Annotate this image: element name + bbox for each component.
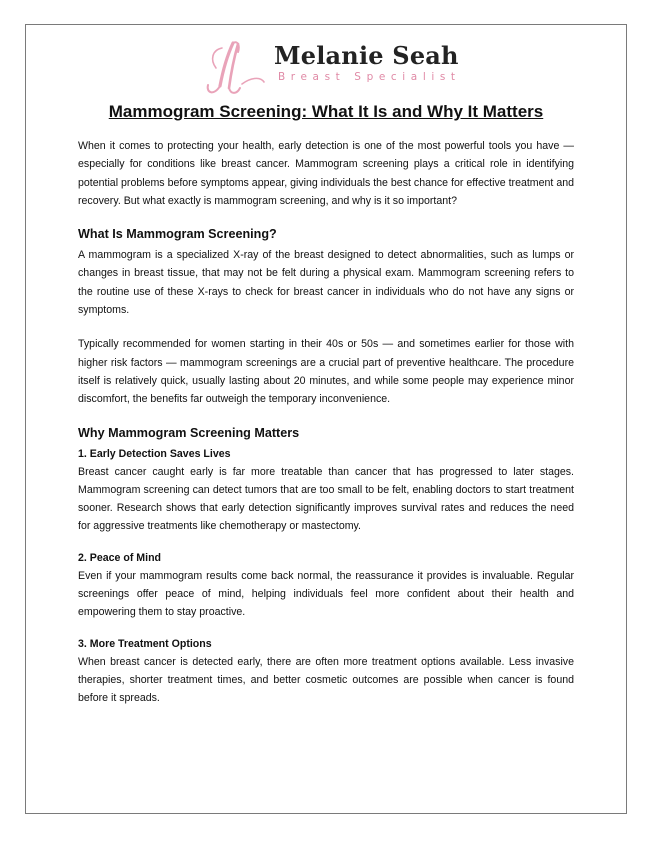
- spacer: [78, 536, 574, 549]
- what-is-paragraph: A mammogram is a specialized X-ray of the breast designed to detect abnormalities, such as lumps or changes in breast tissue, that may not be felt during a physical exam. Mammogram screening refers to the routine use of these X-rays to check for breast cancer in individuals who do not have any signs or symptoms.: [78, 249, 574, 317]
- reason-text: Breast cancer caught early is far more treatable than cancer that has progressed to later stages. Mammogram screening can detect tumors that are too small to be felt, enabling doctors to start treatment sooner. Research shows that early detection significantly improves survival rates and reduces the need for aggressive treatments like chemotherapy or mastectomy.: [78, 465, 574, 533]
- reason-text: When breast cancer is detected early, there are often more treatment options available. Less invasive therapies, shorter treatment times, and better cosmetic outcomes are possible when cancer is found before it spreads.: [78, 655, 574, 705]
- what-is-paragraph: Typically recommended for women starting in their 40s or 50s — and sometimes earlier for those with higher risk factors — mammogram screenings are a crucial part of preventive healthcare. The procedure itself is relatively quick, usually lasting about 20 minutes, and while some people may experience minor discomfort, the benefits far outweigh the temporary inconvenience.: [78, 338, 574, 406]
- brand-tagline: Breast Specialist: [278, 71, 461, 83]
- reason-title: 2. Peace of Mind: [78, 551, 162, 564]
- document-body: [78, 137, 574, 708]
- brand-logo: [202, 38, 462, 100]
- why-matters-heading: Why Mammogram Screening Matters: [78, 425, 300, 440]
- reason-text: Even if your mammogram results come back normal, the reassurance it provides is invaluable. Regular screenings offer peace of mind, helping individuals feel more confident about their health and empowering them to stay proactive.: [78, 569, 574, 619]
- document-title: Mammogram Screening: What It Is and Why It Matters: [108, 102, 544, 121]
- reason-title: 3. More Treatment Options: [78, 637, 212, 650]
- pink-ribbon-m-logo-icon: [202, 38, 268, 100]
- reason-title: 1. Early Detection Saves Lives: [78, 447, 231, 460]
- intro-paragraph: When it comes to protecting your health, early detection is one of the most powerful tools you have — especially for conditions like breast cancer. Mammogram screening plays a critical role in identifying potential problems before symptoms appear, giving individuals the best chance for effective treatment and recovery. But what exactly is mammogram screening, and why is it so important?: [78, 140, 574, 207]
- brand-name: Melanie Seah: [274, 41, 459, 70]
- what-is-heading: What Is Mammogram Screening?: [78, 227, 277, 242]
- spacer: [78, 622, 574, 635]
